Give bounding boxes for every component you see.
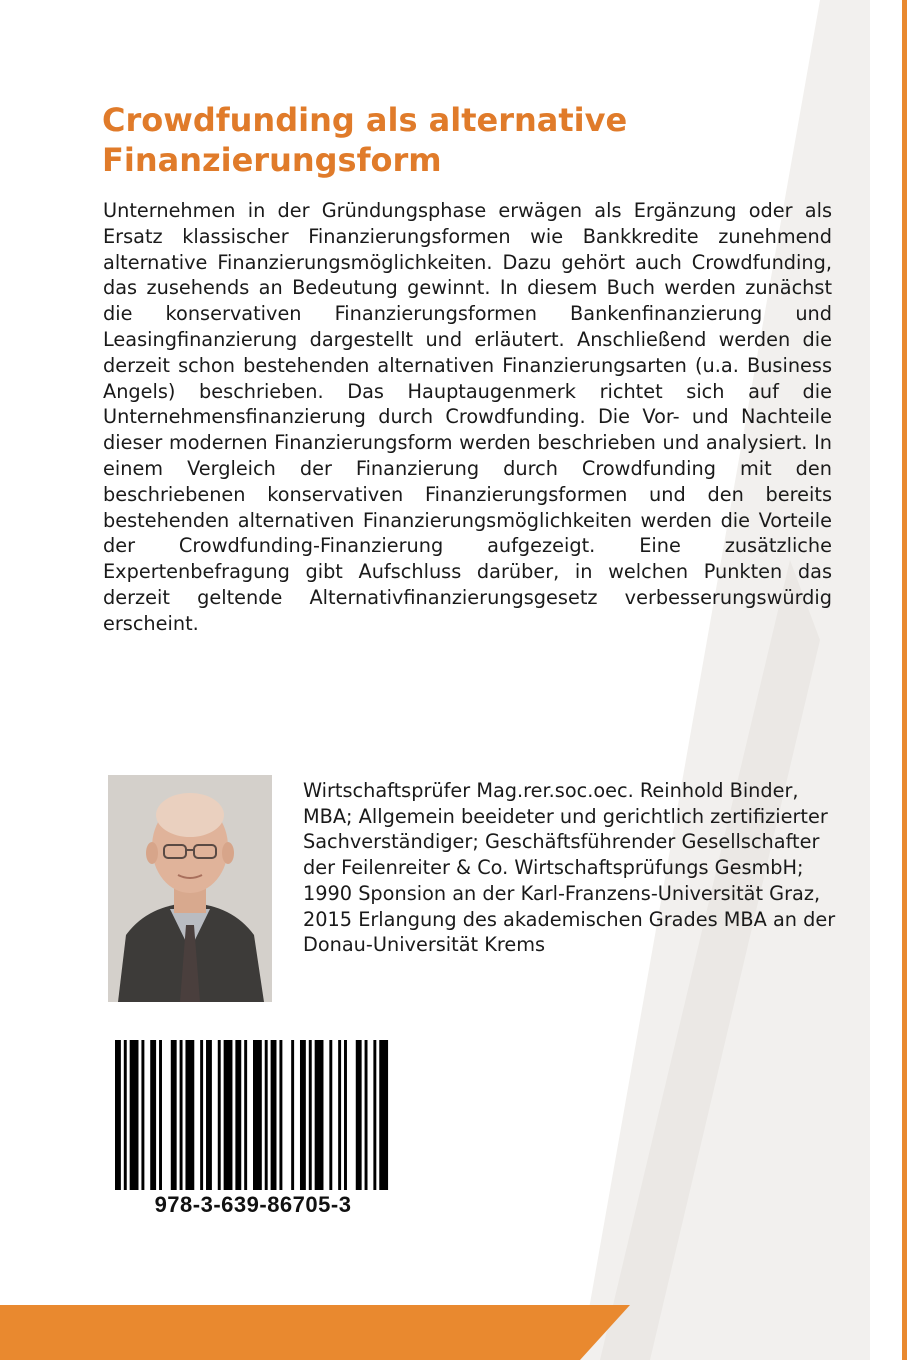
barcode-bar [300, 1040, 306, 1190]
barcode-bar [141, 1040, 144, 1190]
barcode-bar [206, 1040, 212, 1190]
barcode-bar [130, 1040, 139, 1190]
barcode-bar [379, 1040, 388, 1190]
bottom-accent-bar [0, 1305, 907, 1360]
barcode-bar [344, 1040, 347, 1190]
barcode-bar [356, 1040, 362, 1190]
barcode-bar [265, 1040, 268, 1190]
author-photo [108, 775, 272, 1002]
isbn-number: 978-3-639-86705-3 [154, 1192, 352, 1217]
barcode-bar [235, 1040, 241, 1190]
book-description: Unternehmen in der Gründungsphase erwägen als Ergänzung oder als Ersatz klassischer Finanzierungsformen wie Bankkredite zunehmend alternative Finanzierungsmöglichkeiten. Dazu gehört auch Crowdfunding, das zusehends an Bedeutung gewinnt. In diesem Buch werden zunächst die konservativen Finanzierungsformen Bankenfinanzierung und Leasingfinanzierung dargestellt und erläutert. Anschließend werden die derzeit schon bestehenden alternativen Finanzierungsarten (u.a. Business Angels) beschrieben. Das Hauptaugenmerk richtet sich auf die Unternehmensfinanzierung durch Crowdfunding. Die Vor- und Nachteile dieser modernen Finanzierungsform werden beschrieben und analysiert. In einem Vergleich der Finanzierung durch Crowdfunding mit den beschriebenen konservativen Finanzierungsformen und den bereits bestehenden alternativen Finanzierungsmöglichkeiten werden die Vorteile der Crowdfunding-Finanzierung aufgezeigt. Eine zusätzliche Expertenbefragung gibt Aufschluss darüber, in welchen Punkten das derzeit geltende Alternativfinanzierungsgesetz verbesserungswürdig erscheint. [103, 199, 832, 635]
barcode-bar [224, 1040, 233, 1190]
barcode-bar [279, 1040, 282, 1190]
barcode-bar [115, 1040, 121, 1190]
barcode-bar [244, 1040, 247, 1190]
barcode-bar [150, 1040, 156, 1190]
barcode-bar [180, 1040, 183, 1190]
barcode-bar [171, 1040, 177, 1190]
barcode-bar [315, 1040, 324, 1190]
barcode-bar [253, 1040, 262, 1190]
author-bio: Wirtschaftsprüfer Mag.rer.soc.oec. Reinhold Binder, MBA; Allgemein beeideter und gerichtlich zertifizierter Sachverständiger; Geschäftsführender Gesellschafter der Feilenreiter & Co. Wirtschaftsprüfungs GesmbH; 1990 Sponsion an der Karl-Franzens-Universität Graz, 2015 Erlangung des akademischen Grades MBA an der Donau-Universität Krems [303, 779, 836, 957]
barcode-graphic [115, 1040, 391, 1190]
author-portrait-illustration [108, 775, 272, 1002]
barcode-bar [338, 1040, 341, 1190]
barcode-bar [159, 1040, 162, 1190]
barcode-bar [291, 1040, 294, 1190]
barcode-bar [309, 1040, 312, 1190]
barcode-bar [373, 1040, 376, 1190]
barcode-bar [218, 1040, 221, 1190]
barcode-bar [365, 1040, 368, 1190]
right-edge-stripe [902, 0, 907, 1360]
barcode-bar [185, 1040, 194, 1190]
barcode-bar [271, 1040, 277, 1190]
barcode-bar [124, 1040, 127, 1190]
barcode-bar [329, 1040, 332, 1190]
title-line-1: Crowdfunding als alternative [102, 101, 628, 139]
title-line-2: Finanzierungsform [102, 141, 442, 179]
book-title [102, 100, 822, 180]
barcode-bar [200, 1040, 203, 1190]
